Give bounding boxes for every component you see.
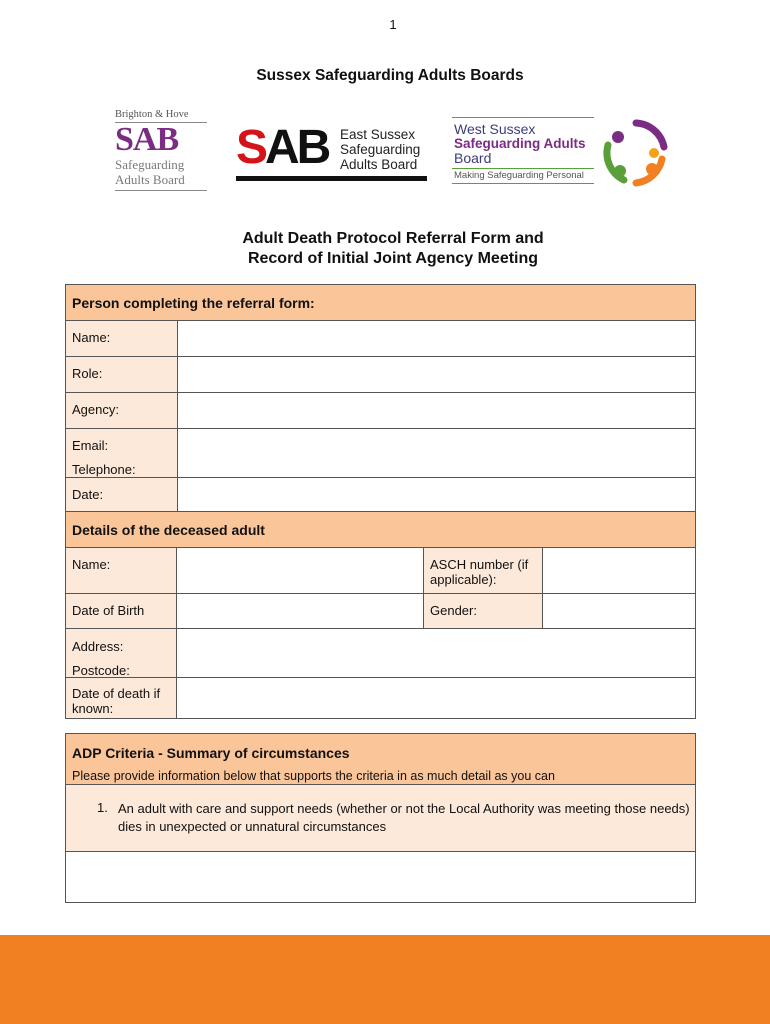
person-role-label: Role:	[66, 357, 178, 392]
logo-west-sussex-line2: Safeguarding Adults	[454, 136, 586, 151]
logo-west-sussex-line1: West Sussex	[454, 121, 536, 137]
person-telephone-label: Telephone:	[72, 462, 136, 477]
person-agency-field[interactable]	[178, 393, 695, 428]
adp-header-title: ADP Criteria - Summary of circumstances	[72, 745, 350, 761]
deceased-address-row	[66, 629, 695, 678]
logo-west-sussex-tagline: Making Safeguarding Personal	[454, 170, 584, 181]
logo-east-sussex-sab-text: SAB	[236, 121, 329, 174]
adp-header	[66, 734, 695, 785]
date-of-death-label: Date of death if known:	[66, 678, 177, 718]
person-name-label: Name:	[66, 321, 178, 356]
person-contact-row	[66, 429, 695, 478]
date-of-death-row	[66, 678, 695, 718]
adp-criterion-text: An adult with care and support needs (whether or not the Local Authority was meeting those needs) dies in unexpected or unnatural circumstances	[118, 801, 690, 834]
deceased-adult-section	[65, 511, 696, 719]
west-sussex-sab-logo	[452, 117, 677, 195]
logo-east-sussex-line2: Safeguarding	[340, 142, 421, 157]
person-date-label: Date:	[66, 478, 178, 512]
postcode-label: Postcode:	[72, 663, 130, 678]
person-date-field[interactable]	[178, 478, 695, 512]
logo-strip	[0, 105, 770, 200]
form-title: Adult Death Protocol Referral Form and Record of Initial Joint Agency Meeting	[242, 230, 544, 267]
deceased-address-labels	[66, 629, 177, 677]
deceased-name-field[interactable]	[177, 548, 424, 593]
logo-east-sussex-line1: East Sussex	[340, 127, 416, 142]
logo-east-sussex-line3: Adults Board	[340, 157, 418, 172]
date-of-death-field[interactable]	[177, 678, 695, 718]
deceased-section-header: Details of the deceased adult	[66, 512, 695, 548]
logo-brighton-sub1: Safeguarding	[115, 157, 185, 172]
person-date-row	[66, 478, 695, 512]
person-name-row	[66, 321, 695, 357]
gender-field[interactable]	[543, 594, 695, 628]
adp-criterion-item	[66, 785, 695, 852]
person-role-row	[66, 357, 695, 393]
deceased-name-label: Name:	[66, 548, 177, 593]
asch-number-field[interactable]	[543, 548, 695, 593]
person-contact-labels	[66, 429, 178, 477]
deceased-dob-row	[66, 594, 695, 629]
address-label: Address:	[72, 639, 124, 654]
person-email-label: Email:	[72, 438, 109, 453]
east-sussex-sab-logo	[236, 121, 431, 183]
logo-brighton-sub2: Adults Board	[115, 172, 185, 187]
person-name-field[interactable]	[178, 321, 695, 356]
adp-summary-field[interactable]	[66, 852, 695, 902]
deceased-dob-label: Date of Birth	[66, 594, 177, 628]
person-agency-row	[66, 393, 695, 429]
person-contact-field[interactable]	[178, 429, 695, 477]
deceased-address-field[interactable]	[177, 629, 695, 677]
brighton-hove-sab-logo	[115, 108, 207, 198]
deceased-dob-field[interactable]	[177, 594, 424, 628]
logo-west-sussex-line3: Board	[454, 150, 492, 166]
logo-brighton-sab-text: SAB	[115, 121, 179, 158]
adp-criterion-number: 1.	[97, 800, 108, 815]
page-number: 1	[389, 17, 397, 32]
page-title: Sussex Safeguarding Adults Boards	[256, 67, 524, 84]
asch-number-label: ASCH number (if applicable):	[424, 548, 543, 593]
person-section-header: Person completing the referral form:	[66, 285, 695, 321]
deceased-name-row	[66, 548, 695, 594]
people-circle-icon	[600, 117, 672, 189]
adp-instruction: Please provide information below that supports the criteria in as much detail as you can	[72, 769, 555, 783]
footer-bar	[0, 935, 770, 1024]
adp-criteria-section	[65, 733, 696, 903]
logo-brighton-small-text: Brighton & Hove	[115, 109, 189, 120]
person-role-field[interactable]	[178, 357, 695, 392]
person-agency-label: Agency:	[66, 393, 178, 428]
gender-label: Gender:	[424, 594, 543, 628]
person-completing-section	[65, 284, 696, 512]
